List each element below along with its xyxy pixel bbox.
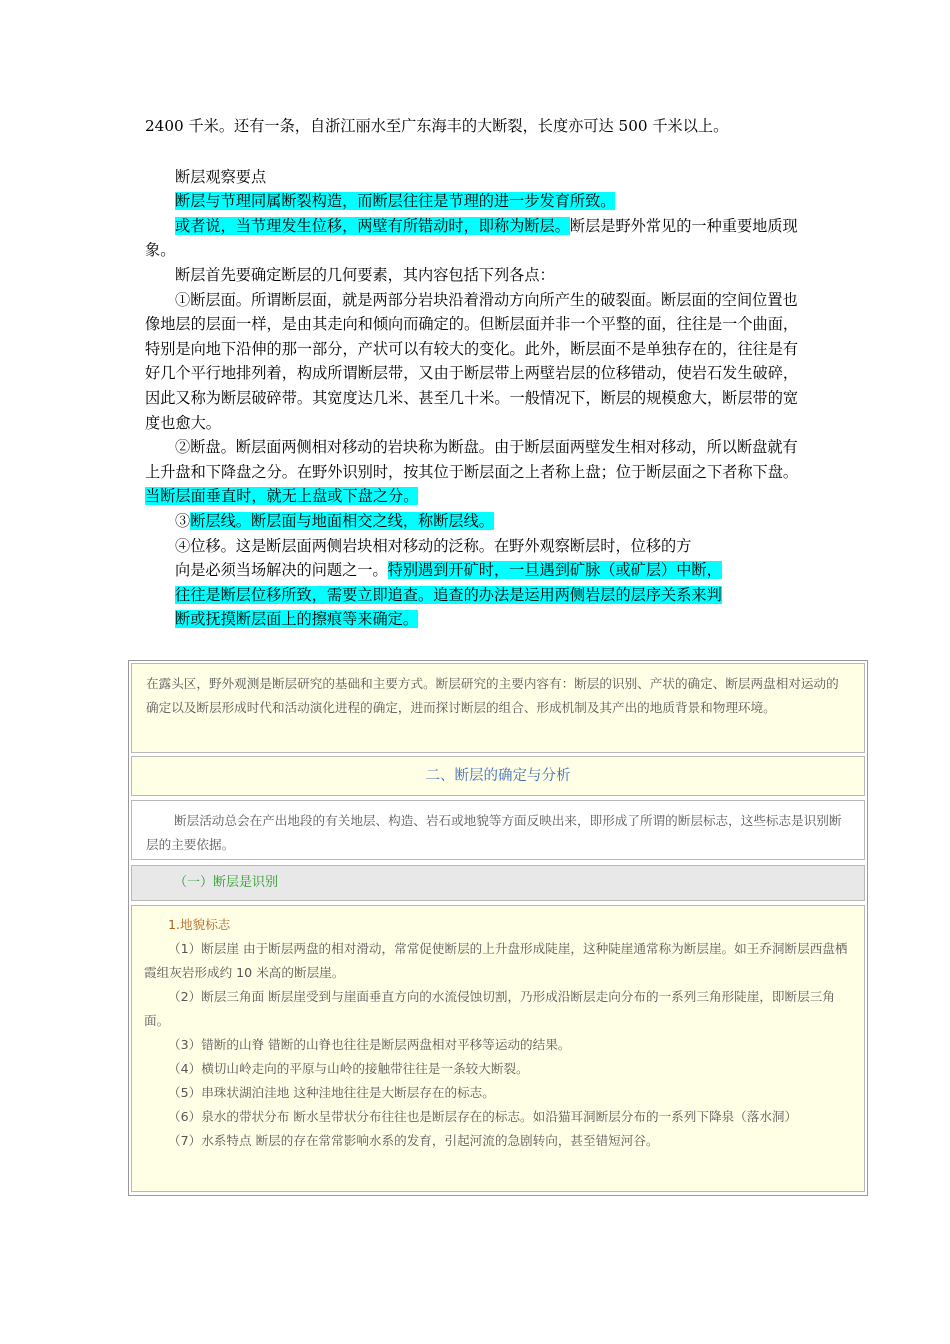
landform-cell: [131, 905, 865, 1192]
highlight: 断层线。断层面与地面相交之线，称断层线。: [190, 511, 494, 530]
intro-cell: [131, 663, 865, 753]
paragraph-fault-plane: ①断层面。所谓断层面，就是两部分岩块沿着滑动方向所产生的破裂面。断层面的空间位置也像地层的层面一样，是由其走向和倾向而确定的。但断层面并非一个平整的面，往往是一个曲面，特别是向地下沿伸的那一部分，产状可以有较大的变化。此外，断层面不是单独存在的，往往是有好几个平行地排列着，构成所谓断层带，又由于断层带上两壁岩层的位移错动，使岩石发生破碎，因此又称为断层破碎带。其宽度达几米、甚至几十米。一般情况下，断层的规模愈大，断层带的宽度也愈大。: [145, 290, 799, 432]
list-item: （7）水系特点 断层的存在常常影响水系的发育，引起河流的急剧转向，甚至错短河谷。: [168, 1133, 659, 1148]
paragraph-displacement-cont: [145, 558, 810, 583]
content-table: [128, 660, 868, 1196]
document-body: [145, 114, 810, 632]
paragraph-text: 断层是野外常见的一种重要地质现象。: [145, 216, 798, 260]
section-heading: 断层观察要点: [175, 167, 267, 186]
list-item: （6）泉水的带状分布 断水呈带状分布往往也是断层存在的标志。如沿猫耳洞断层分布的一系列下降泉（落水洞）: [168, 1109, 798, 1124]
paragraph-1: [145, 189, 810, 214]
list-item: （4）横切山岭走向的平原与山岭的接触带往往是一条较大断裂。: [168, 1061, 529, 1076]
highlight: 往往是断层位移所致，需要立即追查。追查的办法是运用两侧岩层的层序关系来判: [175, 585, 722, 604]
highlight: 特别遇到开矿时，一旦遇到矿脉（或矿层）中断，: [387, 561, 722, 580]
section-text-cell: [131, 800, 865, 860]
paragraph-3: 断层首先要确定断层的几何要素，其内容包括下列各点：: [175, 265, 555, 284]
section-text: 断层活动总会在产出地段的有关地层、构造、岩石或地貌等方面反映出来，即形成了所谓的断层标志，这些标志是识别断层的主要依据。: [146, 813, 842, 852]
paragraph-2: [145, 214, 810, 263]
highlight: 当断层面垂直时，就无上盘或下盘之分。: [145, 487, 419, 506]
list-item: （5）串珠状湖泊洼地 这种洼地往往是大断层存在的标志。: [168, 1085, 495, 1100]
subsection-title-cell: [131, 865, 865, 901]
paragraph-text: ②断盘。断层面两侧相对移动的岩块称为断盘。由于断层面两壁发生相对移动，所以断盘就有上升盘和下降盘之分。在野外识别时，按其位于断层面之上者称上盘；位于断层面之下者称下盘。: [145, 438, 799, 481]
paragraph-fault-line: [145, 509, 810, 534]
intro-line: 2400 千米。还有一条，自浙江丽水至广东海丰的大断裂，长度亦可达 500 千米以上。: [145, 117, 729, 135]
list-item: （1）断层崖 由于断层两盘的相对滑动，常常促使断层的上升盘形成陡崖，这种陡崖通常称为断层崖。如王乔洞断层西盘栖霞组灰岩形成约 10 米高的断层崖。: [144, 941, 848, 980]
landform-heading: 1.地貌标志: [168, 917, 231, 932]
highlight: 断或抚摸断层面上的擦痕等来确定。: [175, 610, 418, 629]
paragraph-text: ③: [175, 511, 191, 530]
highlight: 断层与节理同属断裂构造，而断层往往是节理的进一步发育所致。: [175, 192, 616, 211]
list-item: （3）错断的山脊 错断的山脊也往往是断层两盘相对平移等运动的结果。: [168, 1037, 571, 1052]
highlight: 或者说，当节理发生位移，两壁有所错动时，即称为断层。: [175, 216, 570, 235]
paragraph-text: 向是必须当场解决的问题之一。: [175, 561, 388, 580]
paragraph-displacement: ④位移。这是断层面两侧岩块相对移动的泛称。在野外观察断层时，位移的方: [175, 536, 692, 555]
intro-text: 在露头区，野外观测是断层研究的基础和主要方式。断层研究的主要内容有：断层的识别、产状的确定、断层两盘相对运动的确定以及断层形成时代和活动演化进程的确定，进而探讨断层的组合、形成机制及其产出的地质背景和物理环境。: [146, 676, 839, 715]
list-item: （2）断层三角面 断层崖受到与崖面垂直方向的水流侵蚀切割，乃形成沿断层走向分布的一系列三角形陡崖，即断层三角面。: [144, 989, 835, 1028]
paragraph-fault-wall: [145, 435, 810, 509]
section-title-cell: [131, 756, 865, 796]
section-title: 二、断层的确定与分析: [425, 768, 571, 784]
paragraph-displacement-cont: [145, 607, 810, 632]
paragraph-displacement-cont: [145, 583, 810, 608]
subsection-title: （一）断层是识别: [174, 875, 279, 890]
